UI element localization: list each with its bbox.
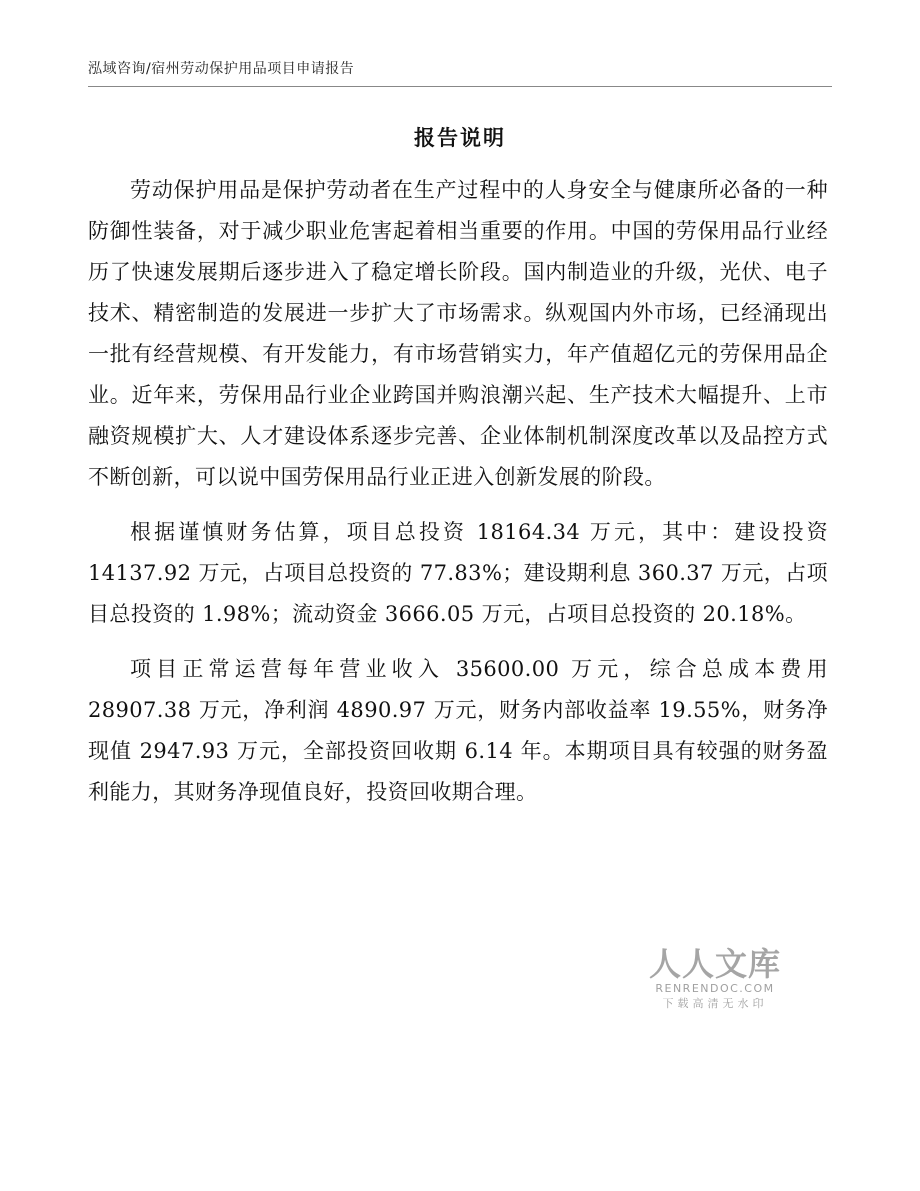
document-title: 报告说明	[414, 126, 506, 150]
paragraph-financial-returns: 项目正常运营每年营业收入 35600.00 万元，综合总成本费用 28907.38 万元，净利润 4890.97 万元，财务内部收益率 19.55%，财务净现值 2947.93 万元，全部投资回收期 6.14 年。本期项目具有较强的财务盈利能力，其财务净现值良好，投资回收期合理。	[88, 657, 828, 804]
paragraph-industry-overview: 劳动保护用品是保护劳动者在生产过程中的人身安全与健康所必备的一种防御性装备，对于减少职业危害起着相当重要的作用。中国的劳保用品行业经历了快速发展期后逐步进入了稳定增长阶段。国内制造业的升级，光伏、电子技术、精密制造的发展进一步扩大了市场需求。纵观国内外市场，已经涌现出一批有经营规模、有开发能力，有市场营销实力，年产值超亿元的劳保用品企业。近年来，劳保用品行业企业跨国并购浪潮兴起、生产技术大幅提升、上市融资规模扩大、人才建设体系逐步完善、企业体制机制深度改革以及品控方式不断创新，可以说中国劳保用品行业正进入创新发展的阶段。	[88, 178, 828, 489]
watermark-logo	[645, 946, 785, 1026]
header-divider	[88, 86, 832, 87]
watermark-brand: 人人文库	[648, 945, 781, 983]
document-body	[88, 170, 828, 827]
paragraph-investment-estimate: 根据谨慎财务估算，项目总投资 18164.34 万元，其中：建设投资 14137.92 万元，占项目总投资的 77.83%；建设期利息 360.37 万元，占项目总投资的 1.98%；流动资金 3666.05 万元，占项目总投资的 20.18%。	[88, 520, 828, 626]
watermark-domain: RENRENDOC.COM	[655, 982, 775, 995]
running-header: 泓域咨询/宿州劳动保护用品项目申请报告	[88, 61, 355, 77]
watermark-tagline: 下载高清无水印	[662, 997, 768, 1010]
